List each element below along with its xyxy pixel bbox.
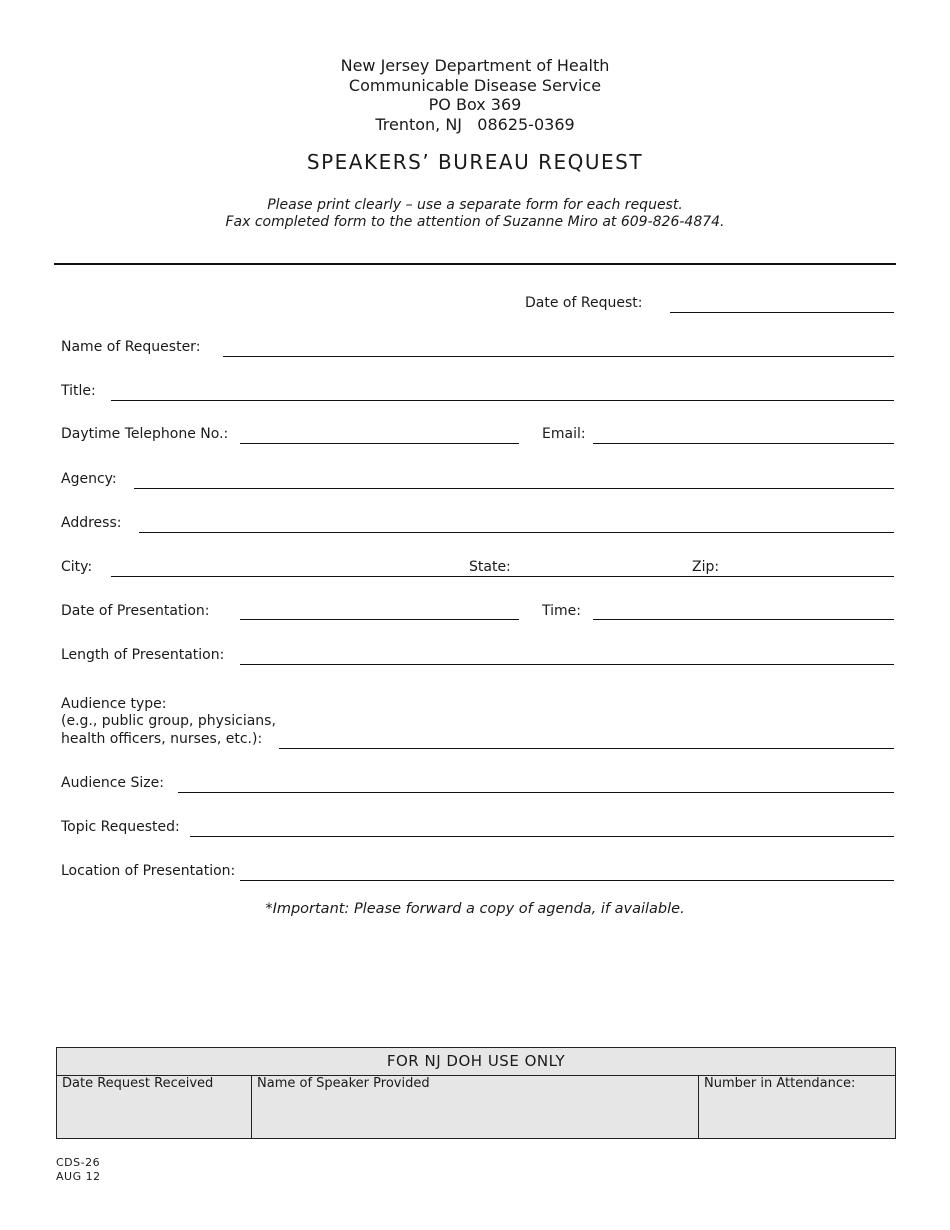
location-of-presentation-field[interactable] [240, 880, 894, 881]
zip-label: Zip: [692, 559, 720, 575]
length-of-presentation-label: Length of Presentation: [61, 647, 225, 663]
address-field[interactable] [139, 532, 894, 533]
number-in-attendance-cell [699, 1076, 895, 1138]
agency-field[interactable] [134, 488, 894, 489]
time-field[interactable] [593, 619, 894, 620]
title-field[interactable] [111, 400, 894, 401]
city-zip: Trenton, NJ 08625-0369 [375, 114, 575, 134]
agency-label: Agency: [61, 471, 117, 487]
topic-requested-field[interactable] [190, 836, 894, 837]
address-label: Address: [61, 515, 122, 531]
email-label: Email: [542, 426, 586, 442]
audience-size-label: Audience Size: [61, 775, 164, 791]
title-label: Title: [61, 383, 96, 399]
name-of-requester-label: Name of Requester: [61, 339, 201, 355]
audience-type-hint-1: (e.g., public group, physicians, [61, 713, 276, 729]
important-note: *Important: Please forward a copy of agenda, if available. [265, 901, 685, 917]
date-of-presentation-label: Date of Presentation: [61, 603, 210, 619]
date-of-request-field[interactable] [670, 312, 894, 313]
office-use-box [56, 1047, 896, 1139]
name-of-requester-field[interactable] [223, 356, 894, 357]
po-box: PO Box 369 [428, 95, 522, 114]
number-in-attendance-label: Number in Attendance: [704, 1076, 856, 1091]
speaker-provided-cell [252, 1076, 698, 1138]
office-use-heading: FOR NJ DOH USE ONLY [57, 1048, 895, 1076]
length-of-presentation-field[interactable] [240, 664, 894, 665]
location-of-presentation-label: Location of Presentation: [61, 863, 236, 879]
daytime-phone-label: Daytime Telephone No.: [61, 426, 229, 442]
date-request-received-label: Date Request Received [62, 1076, 214, 1091]
email-field[interactable] [593, 443, 894, 444]
header-divider [54, 263, 896, 265]
division-name: Communicable Disease Service [348, 75, 602, 95]
instructions-line-1: Please print clearly – use a separate form for each request. [267, 197, 683, 213]
speaker-provided-label: Name of Speaker Provided [257, 1076, 430, 1091]
form-footer [56, 1156, 101, 1184]
city-label: City: [61, 559, 93, 575]
date-request-received-cell [57, 1076, 252, 1138]
daytime-phone-field[interactable] [240, 443, 519, 444]
date-of-presentation-field[interactable] [240, 619, 519, 620]
audience-type-label: Audience type: [61, 696, 167, 712]
audience-type-field[interactable] [279, 748, 894, 749]
instructions-line-2: Fax completed form to the attention of Suzanne Miro at 609-826-4874. [225, 214, 725, 230]
org-name: New Jersey Department of Health [340, 56, 610, 75]
audience-size-field[interactable] [178, 792, 894, 793]
form-title: SPEAKERS’ BUREAU REQUEST [306, 150, 644, 174]
topic-requested-label: Topic Requested: [61, 819, 180, 835]
time-label: Time: [542, 603, 581, 619]
audience-type-hint-2: health officers, nurses, etc.): [61, 731, 263, 747]
city-state-zip-field[interactable] [111, 576, 894, 577]
form-revision: AUG 12 [56, 1170, 101, 1183]
form-code: CDS-26 [56, 1156, 101, 1169]
state-label: State: [469, 559, 511, 575]
date-of-request-label: Date of Request: [525, 295, 643, 311]
